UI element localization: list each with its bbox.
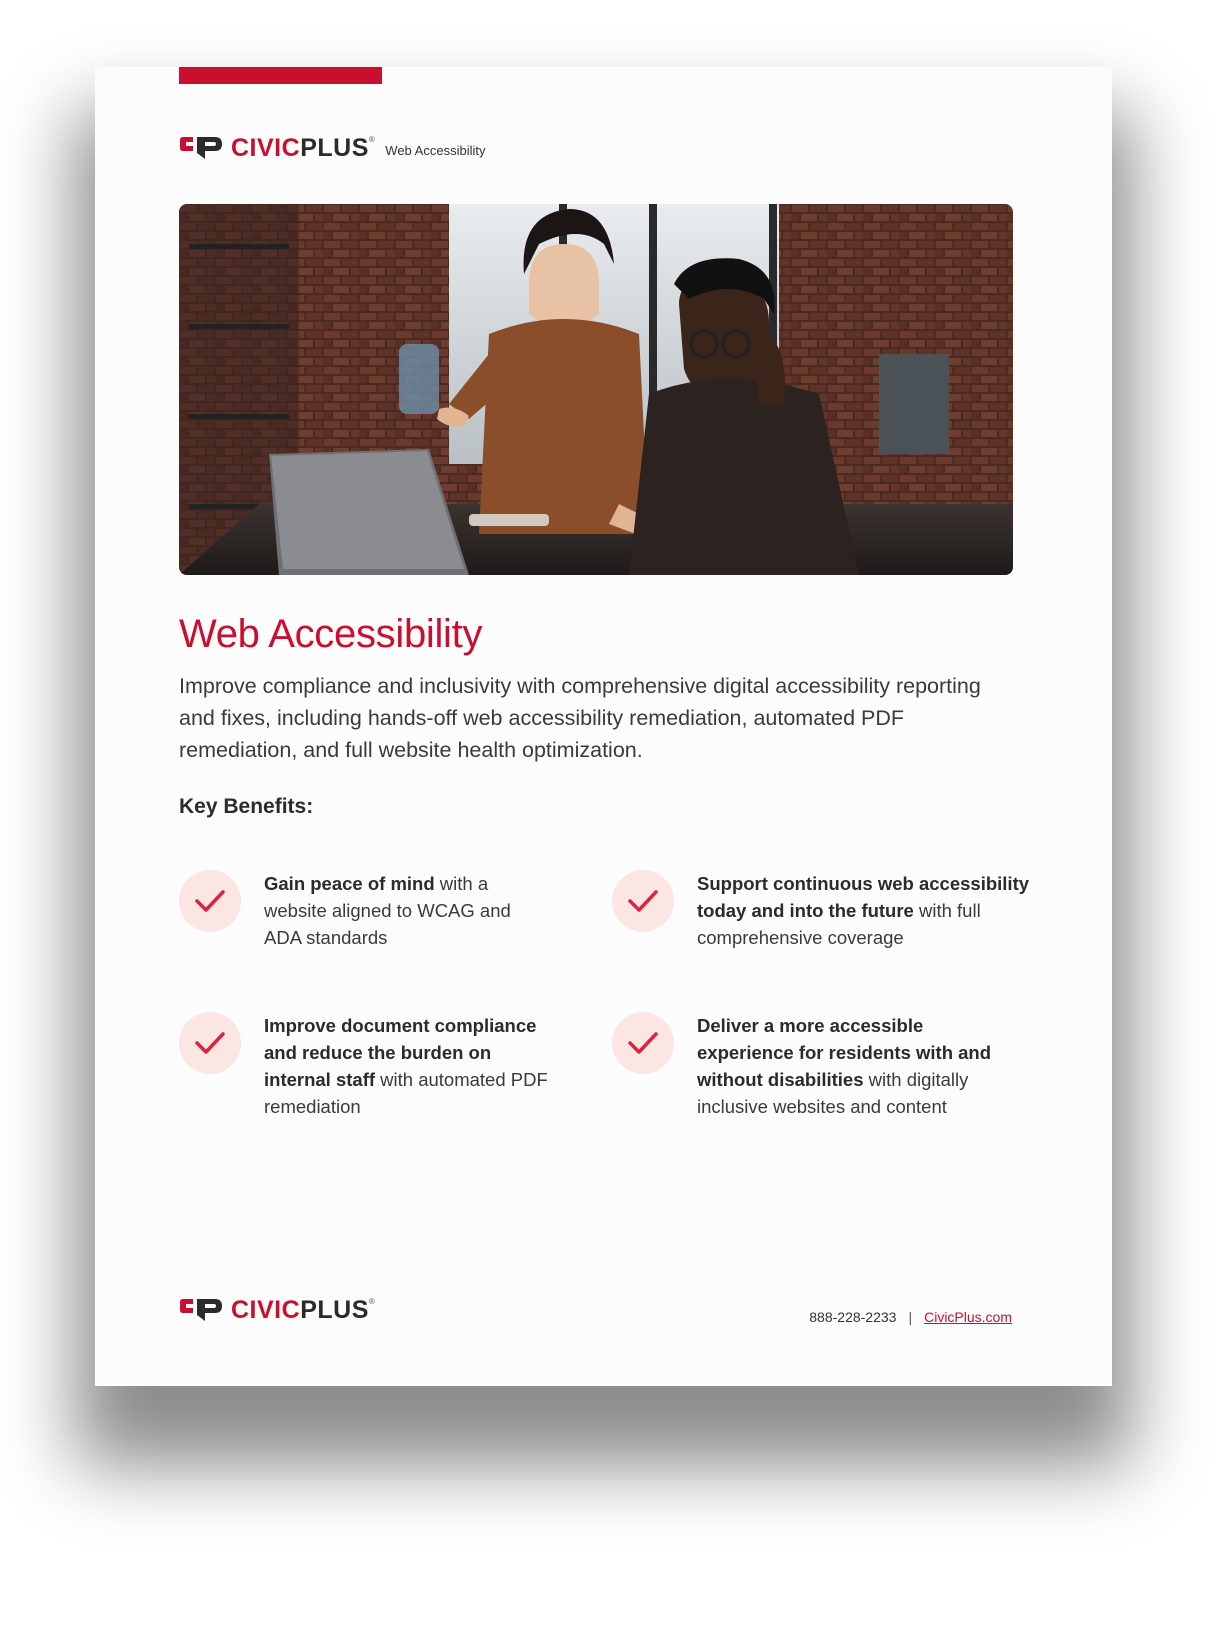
footer-separator: |	[908, 1309, 913, 1325]
check-icon	[612, 870, 674, 932]
product-label: Web Accessibility	[385, 142, 486, 158]
benefit-item	[612, 1012, 1032, 1120]
benefit-bold: Gain peace of mind	[264, 873, 435, 894]
website-link[interactable]: CivicPlus.com	[924, 1309, 1012, 1325]
benefit-item	[612, 870, 1032, 951]
hero-image	[179, 204, 1013, 575]
civicplus-logo-icon	[179, 1297, 223, 1323]
key-benefits-heading: Key Benefits:	[179, 795, 314, 818]
brand-wordmark: CIVICPLUS®	[231, 1295, 376, 1324]
benefit-item	[179, 870, 599, 951]
benefit-bold: Improve document compliance and reduce the burden on internal staff	[264, 1015, 537, 1090]
check-icon	[179, 1012, 241, 1074]
brand-wordmark: CIVICPLUS®	[231, 133, 376, 162]
footer-logo	[179, 1297, 375, 1323]
intro-paragraph: Improve compliance and inclusivity with comprehensive digital accessibility reporting and fixes, including hands-off web accessibility remediation, automated PDF remediation, and full website health optimization.	[179, 674, 981, 762]
benefit-rest: with digitally inclusive websites and content	[697, 1069, 969, 1117]
benefit-rest: with a website aligned to WCAG and ADA standards	[264, 873, 511, 948]
header-logo	[179, 135, 485, 161]
check-icon	[612, 1012, 674, 1074]
document-page	[95, 67, 1112, 1384]
footer-contact	[809, 1309, 1012, 1325]
phone-number: 888-228-2233	[809, 1309, 897, 1325]
top-accent-bar	[179, 67, 382, 84]
benefit-bold: Support continuous web accessibility today and into the future	[697, 873, 1030, 921]
office-photo	[179, 204, 1013, 575]
benefit-rest: with automated PDF remediation	[264, 1069, 548, 1117]
benefit-item	[179, 1012, 599, 1120]
check-icon	[179, 870, 241, 932]
benefit-rest: with full comprehensive coverage	[697, 900, 981, 948]
page-title: Web Accessibility	[179, 612, 483, 656]
civicplus-logo-icon	[179, 135, 223, 161]
benefit-bold: Deliver a more accessible experience for residents with and without disabilities	[697, 1015, 992, 1090]
